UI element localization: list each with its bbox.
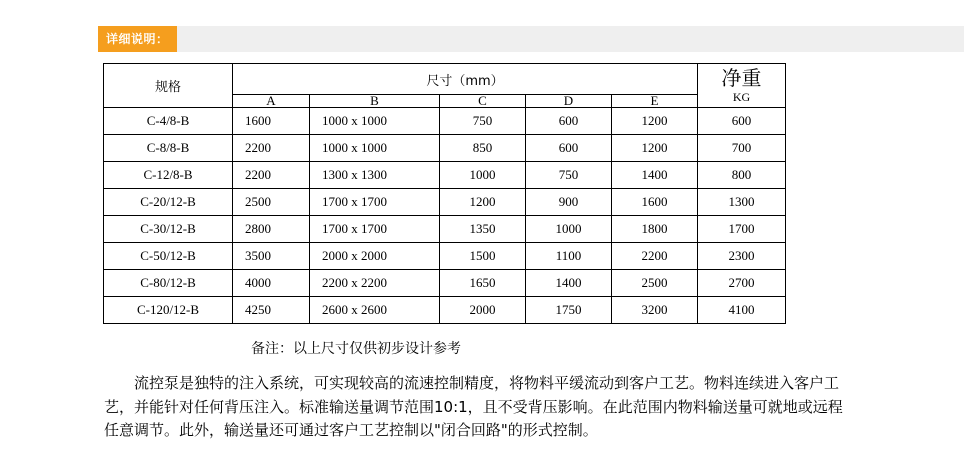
cell-model: C-8/8-B — [104, 135, 233, 162]
table-row — [104, 108, 786, 135]
cell-a: 3500 — [233, 243, 310, 270]
cell-e: 3200 — [612, 297, 698, 324]
cell-d: 1000 — [526, 216, 612, 243]
cell-e: 1200 — [612, 108, 698, 135]
cell-c: 850 — [440, 135, 526, 162]
table-row — [104, 270, 786, 297]
cell-weight: 4100 — [698, 297, 786, 324]
cell-b: 2600 x 2600 — [310, 297, 440, 324]
cell-d: 600 — [526, 108, 612, 135]
cell-b: 1000 x 1000 — [310, 108, 440, 135]
cell-weight: 1300 — [698, 189, 786, 216]
cell-c: 1350 — [440, 216, 526, 243]
cell-weight: 2700 — [698, 270, 786, 297]
cell-model: C-20/12-B — [104, 189, 233, 216]
cell-model: C-120/12-B — [104, 297, 233, 324]
cell-weight: 700 — [698, 135, 786, 162]
cell-d: 1750 — [526, 297, 612, 324]
cell-b: 1000 x 1000 — [310, 135, 440, 162]
header-col-a: A — [233, 95, 310, 108]
cell-a: 2800 — [233, 216, 310, 243]
cell-b: 2000 x 2000 — [310, 243, 440, 270]
table-row — [104, 243, 786, 270]
cell-e: 2200 — [612, 243, 698, 270]
cell-weight: 600 — [698, 108, 786, 135]
header-col-c: C — [440, 95, 526, 108]
header-dimensions: 尺寸（mm） — [233, 64, 698, 95]
header-weight — [698, 64, 786, 108]
cell-e: 1400 — [612, 162, 698, 189]
header-weight-label: 净重 — [721, 66, 762, 90]
cell-e: 1600 — [612, 189, 698, 216]
header-col-e: E — [612, 95, 698, 108]
cell-weight: 2300 — [698, 243, 786, 270]
cell-d: 900 — [526, 189, 612, 216]
table-row — [104, 135, 786, 162]
cell-b: 1700 x 1700 — [310, 189, 440, 216]
header-weight-unit: KG — [732, 90, 751, 104]
cell-model: C-50/12-B — [104, 243, 233, 270]
header-col-d: D — [526, 95, 612, 108]
table-row — [104, 297, 786, 324]
section-header-tag: 详细说明： — [98, 26, 177, 52]
table-row — [104, 162, 786, 189]
cell-d: 600 — [526, 135, 612, 162]
cell-a: 1600 — [233, 108, 310, 135]
cell-a: 2500 — [233, 189, 310, 216]
cell-d: 1100 — [526, 243, 612, 270]
cell-model: C-80/12-B — [104, 270, 233, 297]
cell-c: 2000 — [440, 297, 526, 324]
cell-d: 1400 — [526, 270, 612, 297]
spec-table — [103, 63, 786, 324]
cell-c: 1650 — [440, 270, 526, 297]
header-col-b: B — [310, 95, 440, 108]
cell-c: 750 — [440, 108, 526, 135]
table-row — [104, 189, 786, 216]
cell-b: 2200 x 2200 — [310, 270, 440, 297]
cell-weight: 800 — [698, 162, 786, 189]
table-note: 备注：以上尺寸仅供初步设计参考 — [251, 341, 461, 357]
cell-c: 1000 — [440, 162, 526, 189]
section-header-bar — [98, 26, 964, 52]
product-description: 流控泵是独特的注入系统，可实现较高的流速控制精度，将物料平缓流动到客户工艺。物料连续进入客户工艺，并能针对任何背压注入。标准输送量调节范围10:1，且不受背压影响。在此范围内物料输送量可就地或远程任意调节。此外，输送量还可通过客户工艺控制以"闭合回路"的形式控制。 — [104, 374, 843, 439]
table-row — [104, 216, 786, 243]
cell-b: 1300 x 1300 — [310, 162, 440, 189]
spec-table-body — [104, 108, 786, 324]
cell-c: 1500 — [440, 243, 526, 270]
cell-a: 4000 — [233, 270, 310, 297]
cell-model: C-4/8-B — [104, 108, 233, 135]
cell-e: 1200 — [612, 135, 698, 162]
cell-d: 750 — [526, 162, 612, 189]
cell-a: 2200 — [233, 162, 310, 189]
header-model: 规格 — [104, 64, 233, 108]
cell-model: C-30/12-B — [104, 216, 233, 243]
cell-weight: 1700 — [698, 216, 786, 243]
cell-e: 2500 — [612, 270, 698, 297]
cell-a: 2200 — [233, 135, 310, 162]
cell-c: 1200 — [440, 189, 526, 216]
cell-a: 4250 — [233, 297, 310, 324]
cell-e: 1800 — [612, 216, 698, 243]
cell-model: C-12/8-B — [104, 162, 233, 189]
cell-b: 1700 x 1700 — [310, 216, 440, 243]
